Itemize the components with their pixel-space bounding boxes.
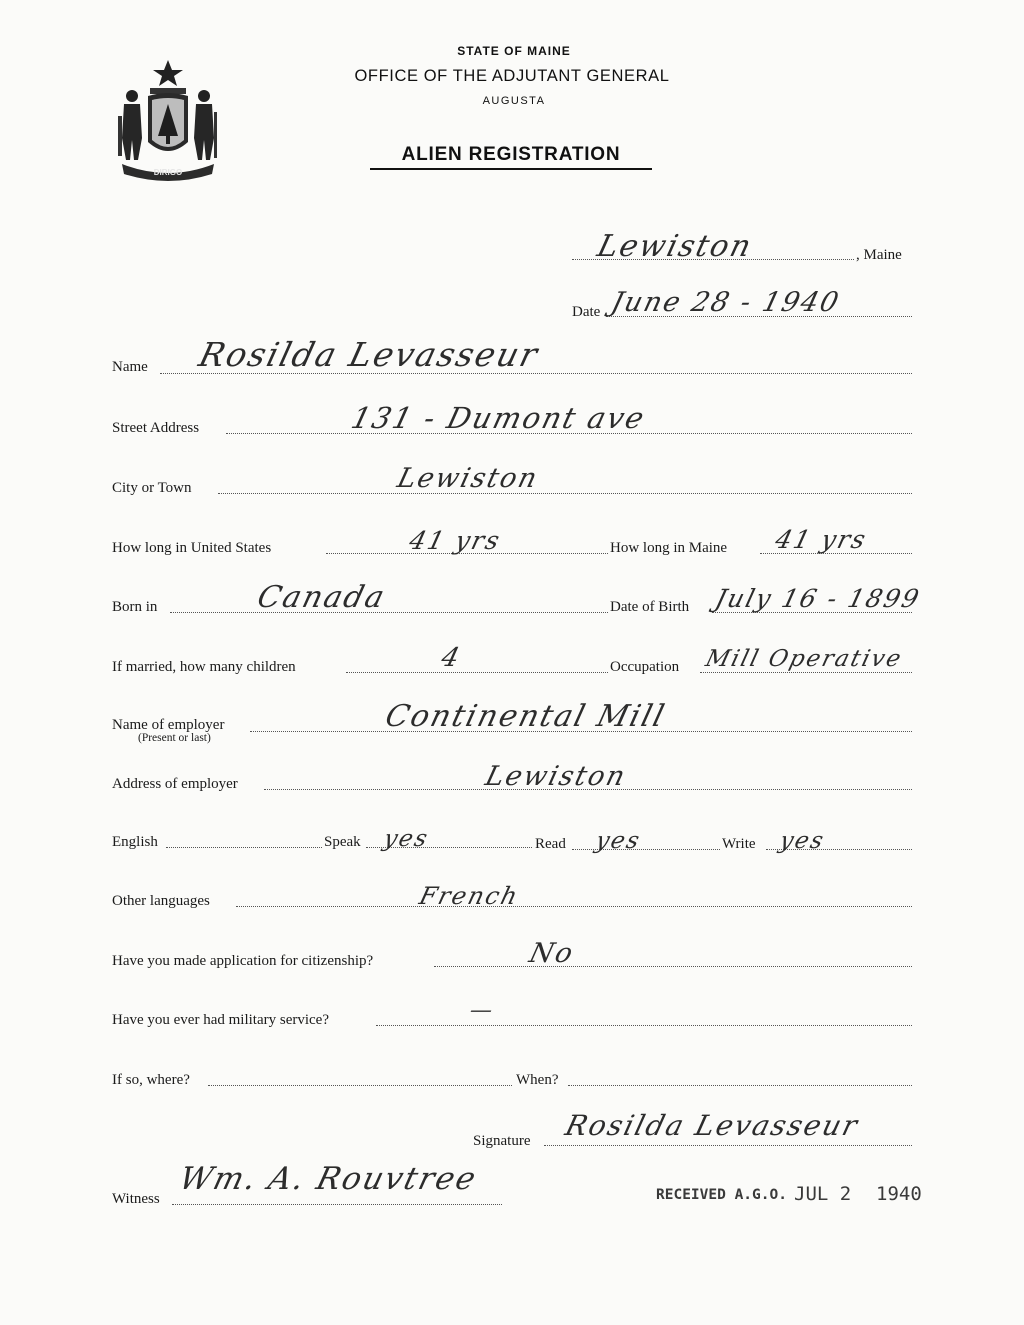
when-line (568, 1085, 912, 1086)
town-value: Lewiston (593, 229, 757, 264)
name-label: Name (112, 359, 148, 375)
received-stamp-label: RECEIVED A.G.O. (656, 1187, 787, 1203)
children-label: If married, how many children (112, 659, 296, 675)
date-of-birth-label: Date of Birth (610, 599, 690, 615)
city-line (218, 493, 912, 494)
witness-value: Wm. A. Rouvtree (175, 1161, 482, 1197)
form-title: ALIEN REGISTRATION (401, 144, 621, 165)
seal-motto: DIRIGO (153, 168, 183, 177)
read-label: Read (535, 836, 566, 852)
date-of-birth-value: July 16 - 1899 (712, 584, 924, 613)
town-suffix-label: , Maine (856, 247, 902, 263)
title-underline (370, 168, 652, 170)
witness-line (172, 1204, 502, 1205)
speak-label: Speak (324, 834, 361, 850)
how-long-maine-label: How long in Maine (610, 540, 728, 556)
signature-label: Signature (473, 1133, 531, 1149)
military-label: Have you ever had military service? (112, 1012, 329, 1028)
street-value: 131 - Dumont ave (347, 401, 650, 435)
read-value: yes (592, 828, 644, 854)
occupation-label: Occupation (610, 659, 680, 675)
write-value: yes (776, 828, 828, 854)
children-value: 4 (438, 643, 465, 673)
citizenship-label: Have you made application for citizenship? (112, 953, 374, 969)
header-state: STATE OF MAINE (457, 44, 571, 58)
employer-note-label: (Present or last) (138, 732, 211, 744)
received-stamp-year: 1940 (876, 1183, 922, 1205)
military-value: — (467, 998, 498, 1023)
city-label: City or Town (112, 480, 192, 496)
born-in-line (170, 612, 608, 613)
signature-value: Rosilda Levasseur (562, 1109, 863, 1142)
occupation-line (700, 672, 912, 673)
employer-address-value: Lewiston (482, 761, 630, 792)
children-line (346, 672, 608, 673)
how-long-maine-value: 41 yrs (772, 525, 871, 554)
received-stamp-date: JUL 2 (794, 1183, 852, 1205)
where-line (208, 1085, 512, 1086)
date-value: June 28 - 1940 (608, 287, 844, 318)
header-city: AUGUSTA (482, 95, 546, 107)
citizenship-value: No (526, 938, 578, 969)
occupation-value: Mill Operative (702, 646, 906, 672)
born-in-label: Born in (112, 599, 158, 615)
employer-label: Name of employer (112, 717, 225, 733)
born-in-value: Canada (253, 580, 390, 615)
where-label: If so, where? (112, 1072, 190, 1088)
street-label: Street Address (112, 420, 200, 436)
date-label: Date (572, 304, 601, 320)
other-languages-line (236, 906, 912, 907)
witness-label: Witness (112, 1191, 160, 1207)
signature-line (544, 1145, 912, 1146)
header-office: OFFICE OF THE ADJUTANT GENERAL (354, 67, 670, 85)
how-long-us-label: How long in United States (112, 540, 272, 556)
speak-value: yes (380, 826, 432, 852)
citizenship-line (434, 966, 912, 967)
city-value: Lewiston (394, 463, 542, 494)
english-line (166, 847, 322, 848)
other-languages-value: French (416, 882, 523, 910)
when-label: When? (516, 1072, 559, 1088)
how-long-us-value: 41 yrs (406, 526, 505, 555)
write-label: Write (722, 836, 756, 852)
english-label: English (112, 834, 158, 850)
other-languages-label: Other languages (112, 893, 210, 909)
military-line (376, 1025, 912, 1026)
employer-value: Continental Mill (381, 699, 670, 734)
name-value: Rosilda Levasseur (195, 335, 544, 374)
employer-address-label: Address of employer (112, 776, 238, 792)
